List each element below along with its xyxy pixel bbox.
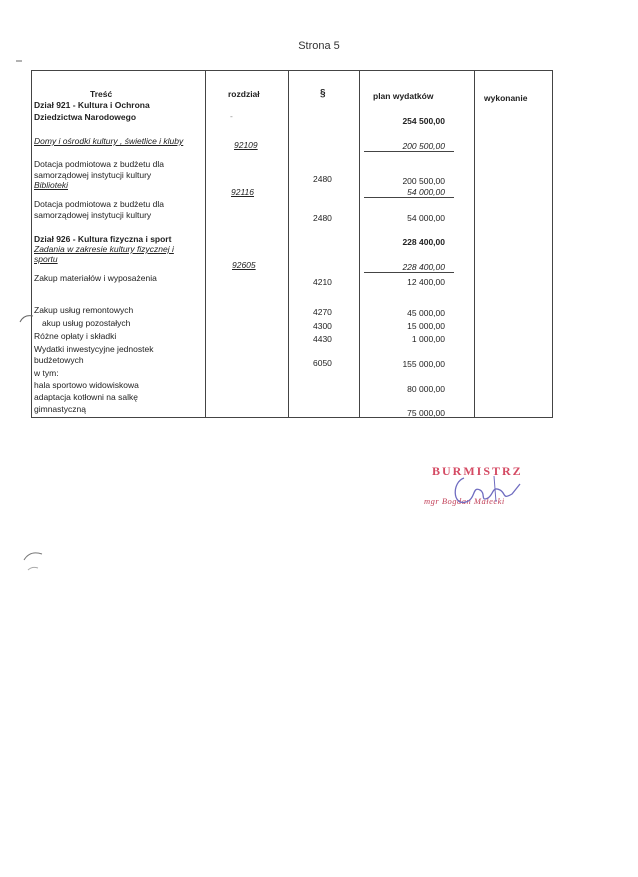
header-plan: plan wydatków bbox=[373, 91, 434, 101]
row-zakup-remontowych: Zakup usług remontowych bbox=[34, 305, 134, 315]
header-content: Treść bbox=[90, 89, 113, 99]
row-domy-chapter: 92109 bbox=[234, 140, 258, 150]
page-number: Strona 5 bbox=[298, 40, 340, 52]
column-divider bbox=[474, 71, 475, 417]
column-divider bbox=[205, 71, 206, 417]
row-dotacja1-paragraph: 2480 bbox=[313, 174, 332, 184]
header-paragraph: § bbox=[320, 88, 326, 99]
row-wydatki-line2: budżetowych bbox=[34, 355, 84, 365]
row-wydatki-paragraph: 6050 bbox=[313, 358, 332, 368]
section-926: Dział 926 - Kultura fizyczna i sport bbox=[34, 234, 172, 244]
mayor-stamp bbox=[420, 462, 540, 522]
row-dotacja2-paragraph: 2480 bbox=[313, 213, 332, 223]
scan-mark bbox=[18, 312, 34, 324]
section-926-plan: 228 400,00 bbox=[402, 237, 445, 247]
header-execution: wykonanie bbox=[484, 93, 528, 103]
row-dotacja1-line1: Dotacja podmiotowa z budżetu dla bbox=[34, 159, 164, 169]
row-rozne-oplaty-paragraph: 4430 bbox=[313, 334, 332, 344]
signature-icon bbox=[450, 472, 522, 512]
row-adaptacja-line2: gimnastyczną bbox=[34, 404, 86, 414]
row-wydatki-plan: 155 000,00 bbox=[402, 359, 445, 369]
column-divider bbox=[359, 71, 360, 417]
section-921-line1: Dział 921 - Kultura i Ochrona bbox=[34, 100, 150, 110]
row-zadania-chapter: 92605 bbox=[232, 260, 256, 270]
row-zakup-pozostalych: akup usług pozostałych bbox=[42, 318, 131, 328]
row-dotacja2-plan: 54 000,00 bbox=[407, 213, 445, 223]
row-adaptacja-plan: 75 000,00 bbox=[407, 408, 445, 418]
row-biblioteki-plan: 54 000,00 bbox=[407, 187, 445, 197]
scan-mark bbox=[16, 59, 24, 63]
row-zadania-line1: Zadania w zakresie kultury fizycznej i bbox=[34, 244, 174, 254]
section-921-line2: Dziedzictwa Narodowego bbox=[34, 112, 137, 122]
row-biblioteki-label: Biblioteki bbox=[34, 180, 69, 190]
expenditure-table bbox=[31, 70, 553, 418]
row-zakup-materialow-paragraph: 4210 bbox=[313, 277, 332, 287]
underline bbox=[364, 197, 454, 198]
row-dotacja2-line1: Dotacja podmiotowa z budżetu dla bbox=[34, 199, 164, 209]
row-zakup-materialow: Zakup materiałów i wyposażenia bbox=[34, 273, 157, 283]
scan-mark bbox=[22, 548, 44, 572]
row-dotacja1-plan: 200 500,00 bbox=[402, 176, 445, 186]
row-zadania-plan: 228 400,00 bbox=[402, 262, 445, 272]
stamp-title: BURMISTRZ bbox=[432, 464, 523, 478]
row-dotacja2-line2: samorządowej instytucji kultury bbox=[34, 210, 152, 220]
row-zakup-pozostalych-plan: 15 000,00 bbox=[407, 321, 445, 331]
header-chapter: rozdział bbox=[228, 89, 260, 99]
stamp-name: mgr Bogdan Małecki bbox=[424, 496, 505, 506]
row-domy-label: Domy i ośrodki kultury , świetlice i kluby bbox=[34, 136, 184, 146]
underline bbox=[364, 151, 454, 152]
row-zakup-pozostalych-paragraph: 4300 bbox=[313, 321, 332, 331]
row-biblioteki-chapter: 92116 bbox=[231, 187, 255, 197]
row-adaptacja-line1: adaptacja kotłowni na salkę bbox=[34, 392, 138, 402]
row-zakup-materialow-plan: 12 400,00 bbox=[407, 277, 445, 287]
row-w-tym: w tym: bbox=[34, 368, 59, 378]
row-zadania-line2: sportu bbox=[34, 254, 58, 264]
underline bbox=[364, 272, 454, 273]
column-divider bbox=[288, 71, 289, 417]
row-hala-plan: 80 000,00 bbox=[407, 384, 445, 394]
section-921-dash: - bbox=[230, 111, 233, 121]
row-hala: hala sportowo widowiskowa bbox=[34, 380, 139, 390]
section-921-plan: 254 500,00 bbox=[402, 116, 445, 126]
row-rozne-oplaty-plan: 1 000,00 bbox=[411, 334, 445, 344]
row-zakup-remontowych-paragraph: 4270 bbox=[313, 307, 332, 317]
row-rozne-oplaty: Różne opłaty i składki bbox=[34, 331, 117, 341]
row-dotacja1-line2: samorządowej instytucji kultury bbox=[34, 170, 152, 180]
row-domy-plan: 200 500,00 bbox=[402, 141, 445, 151]
row-wydatki-line1: Wydatki inwestycyjne jednostek bbox=[34, 344, 154, 354]
row-zakup-remontowych-plan: 45 000,00 bbox=[407, 308, 445, 318]
